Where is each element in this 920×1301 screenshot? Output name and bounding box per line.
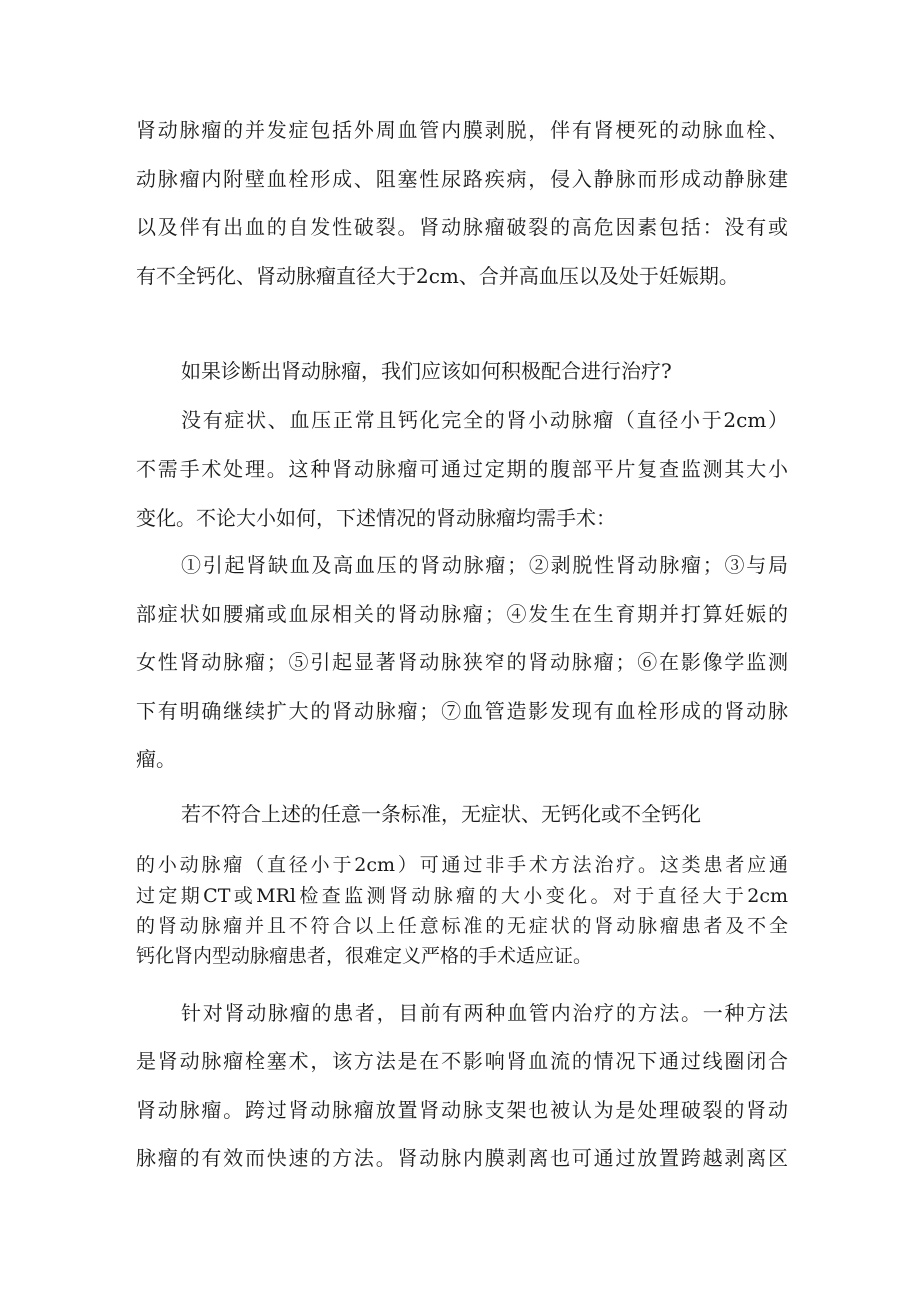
text-line: 不需手术处理。这种肾动脉瘤可通过定期的腹部平片复查监测其大小: [136, 457, 788, 481]
text-line: 有不全钙化、肾动脉瘤直径大于2cm、合并高血压以及处于妊娠期。: [136, 264, 739, 288]
text-line: 部症状如腰痛或血尿相关的肾动脉瘤；④发生在生育期并打算妊娠的: [136, 602, 788, 626]
text-line: 变化。不论大小如何，下述情况的肾动脉瘤均需手术：: [136, 506, 616, 530]
text-line: 肾动脉瘤的并发症包括外周血管内膜剥脱，伴有肾梗死的动脉血栓、: [136, 118, 788, 142]
text-line: 脉瘤的有效而快速的方法。肾动脉内膜剥离也可通过放置跨越剥离区: [136, 1146, 788, 1170]
text-line: 肾动脉瘤。跨过肾动脉瘤放置肾动脉支架也被认为是处理破裂的肾动: [136, 1098, 788, 1122]
question-heading: 如果诊断出肾动脉瘤，我们应该如何积极配合进行治疗?: [181, 359, 672, 383]
text-line: 的肾动脉瘤并且不符合以上任意标准的无症状的肾动脉瘤患者及不全: [136, 915, 788, 937]
text-line: 的小动脉瘤（直径小于2cm）可通过非手术方法治疗。这类患者应通: [136, 854, 788, 876]
text-line: 瘤。: [136, 747, 176, 771]
text-line: 动脉瘤内附壁血栓形成、阻塞性尿路疾病，侵入静脉而形成动静脉建: [136, 167, 788, 191]
text-line: 女性肾动脉瘤；⑤引起显著肾动脉狭窄的肾动脉瘤；⑥在影像学监测: [136, 650, 788, 674]
text-line: 针对肾动脉瘤的患者，目前有两种血管内治疗的方法。一种方法: [181, 1001, 788, 1025]
text-line: 没有症状、血压正常且钙化完全的肾小动脉瘤（直径小于2cm）: [181, 408, 788, 432]
text-line: 过定期CT或MRl检查监测肾动脉瘤的大小变化。对于直径大于2cm: [136, 885, 788, 907]
text-line: 是肾动脉瘤栓塞术，该方法是在不影响肾血流的情况下通过线圈闭合: [136, 1049, 788, 1073]
text-line: 钙化肾内型动脉瘤患者，很难定义严格的手术适应证。: [136, 945, 593, 967]
text-line: 下有明确继续扩大的肾动脉瘤；⑦血管造影发现有血栓形成的肾动脉: [136, 699, 788, 723]
text-line: ①引起肾缺血及高血压的肾动脉瘤；②剥脱性肾动脉瘤；③与局: [181, 553, 788, 577]
text-line: 若不符合上述的任意一条标准，无症状、无钙化或不全钙化: [181, 802, 701, 826]
text-line: 以及伴有出血的自发性破裂。肾动脉瘤破裂的高危因素包括：没有或: [136, 215, 788, 239]
